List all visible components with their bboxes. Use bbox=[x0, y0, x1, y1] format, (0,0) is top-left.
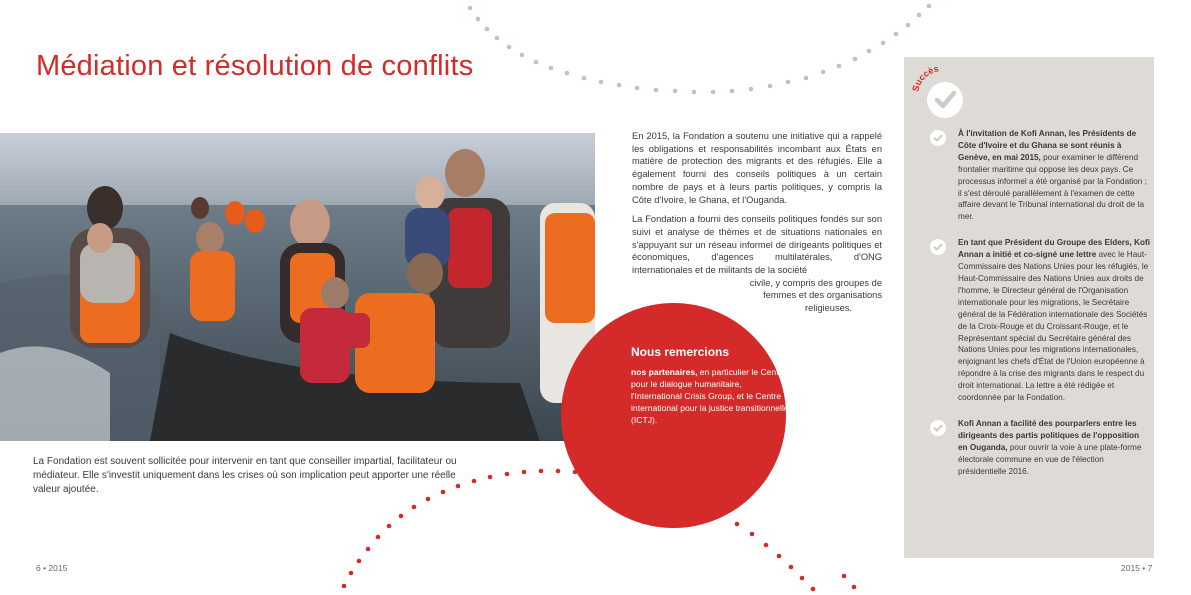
success-item-text: pour examiner le différend frontalier maritime qui oppose les deux pays. Ce processus informel a été organisé par la Fondation ; il s'est déroulé parallèlement à l'examen de cette affaire devant le Tribunal international du droit de la mer. bbox=[958, 152, 1147, 222]
body-text bbox=[632, 130, 882, 315]
list-item bbox=[930, 418, 1150, 478]
list-item bbox=[930, 128, 1150, 223]
success-list bbox=[930, 128, 1150, 491]
thanks-title: Nous remercions bbox=[631, 345, 730, 359]
body-line: civile, y compris des groupes de bbox=[749, 277, 882, 288]
body-paragraph bbox=[632, 213, 882, 277]
body-line: femmes et des organisations bbox=[763, 290, 882, 301]
success-item-text: pour ouvrir la voie à une plate-forme électorale commune en vue de l'élection présidentielle 2016. bbox=[958, 442, 1142, 476]
check-circle-icon bbox=[930, 420, 946, 436]
success-badge-label: Succès bbox=[910, 63, 940, 93]
photo-caption: La Fondation est souvent sollicitée pour intervenir en tant que conseiller impartial, facilitateur ou médiateur. Elle s'investit uniquement dans les crises où son implication peut apporter une réelle valeur ajoutée. bbox=[33, 456, 457, 495]
body-line: religieuses. bbox=[804, 303, 852, 314]
success-item-bold: Kofi Annan a facilité des pourparlers entre les dirigeants des partis politiques de l'opposition en Ouganda, bbox=[958, 418, 1140, 452]
check-circle-icon bbox=[930, 130, 946, 146]
check-circle-icon bbox=[930, 239, 946, 255]
page-number-left: 6 • 2015 bbox=[36, 563, 68, 573]
list-item bbox=[930, 237, 1150, 404]
success-item-bold: À l'invitation de Kofi Annan, les Présidents de Côte d'Ivoire et du Ghana se sont réunis à Genève, en mai 2015, bbox=[958, 129, 1137, 162]
success-badge bbox=[908, 60, 970, 122]
body-paragraph-text: La Fondation a fourni des conseils politiques fondés sur son suivi et analyse de thèmes et de situations nationales en s'appuyant sur un réseau informel de dirigeants politiques et économiques, d'agences multilatérales, d'ONG internationales et de militants de la société bbox=[632, 214, 882, 276]
success-item-text: avec le Haut-Commissaire des Nations Unies pour les réfugiés, le Haut-Commissaire des Nations Unies aux droits de l'homme, le Directeur général de l'Organisation internationale pour les migrations, le Secrétaire général de la Fédération internationale des Sociétés de la Croix-Rouge et du Croissant-Rouge, et le Représentant spécial du Secrétaire général des Nations Unies pour les migrations internationales, enjoignant les chefs d'État de l'Union européenne à répondre à la crise des migrants dans le respect du droit international. La lettre a été rédigée et coordonnée par la Fondation. bbox=[958, 250, 1149, 403]
thanks-text: en particulier le Centre pour le dialogue humanitaire, l'International Crisis Group, et le Centre international pour la justice transitionnelle (ICTJ). bbox=[631, 367, 789, 425]
success-item-bold: En tant que Président du Groupe des Elders, Kofi Annan a initié et co-signé une lettre bbox=[958, 238, 1150, 260]
thanks-body bbox=[631, 366, 791, 426]
page-title: Médiation et résolution de conflits bbox=[36, 50, 474, 82]
refugees-boat-photo bbox=[0, 133, 595, 441]
thanks-lead: nos partenaires, bbox=[631, 367, 698, 377]
thanks-circle bbox=[561, 303, 789, 528]
body-paragraph: En 2015, la Fondation a soutenu une initiative qui a rappelé les obligations et responsabilités incombant aux États en matière de protection des migrants et des réfugiés. Elle a également fourni des conseils politiques à un certain nombre de pays et à leurs partis politiques, y compris la Côte d'Ivoire, le Ghana, et l'Ouganda. bbox=[632, 131, 882, 205]
page-number-right: 2015 • 7 bbox=[1121, 563, 1153, 573]
